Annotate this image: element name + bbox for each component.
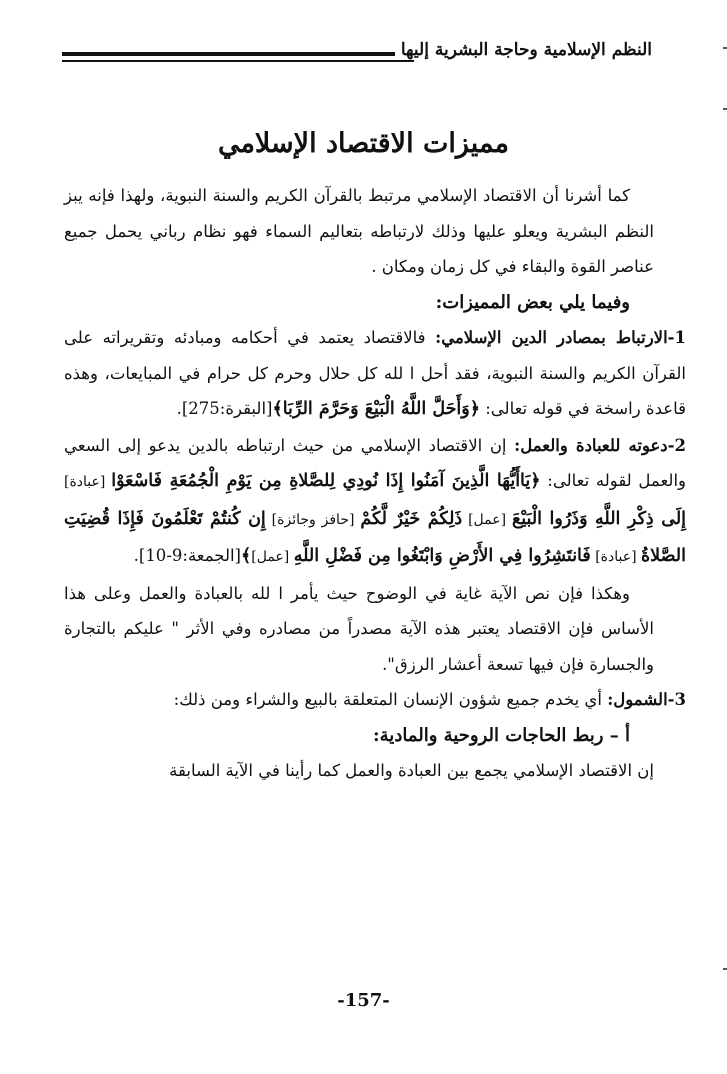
verse-ref-baqarah: [البقرة:275]. bbox=[176, 399, 273, 418]
item-3-label: 3-الشمول: bbox=[607, 690, 686, 709]
item-2-text: إن الاقتصاد الإسلامي من حيث ارتباطه بالدين يدعو إلى السعي والعمل لقوله تعالى: bbox=[64, 435, 687, 490]
scan-edge-mark bbox=[723, 108, 727, 110]
verse-tag-work: [عمل] bbox=[251, 549, 294, 565]
scan-edge-mark bbox=[723, 47, 727, 49]
chapter-title: مميزات الاقتصاد الإسلامي bbox=[217, 128, 510, 159]
lead-in: وفيما يلي بعض المميزات: bbox=[435, 291, 630, 313]
verse-jumuah-part-1: ﴿يَاأَيُّهَا الَّذِينَ آمَنُوا إِذَا نُودِي لِلصَّلاةِ مِن يَوْمِ الْجُمُعَةِ فَاسْعَوْا bbox=[111, 471, 541, 491]
item-3-text: أي يخدم جميع شؤون الإنسان المتعلقة بالبيع والشراء ومن ذلك: bbox=[173, 690, 608, 709]
verse-tag-incentive: [حافز وجائزة] bbox=[265, 511, 361, 528]
scan-edge-mark bbox=[723, 968, 727, 970]
verse-jumuah-part-3: ذَلِكُمْ خَيْرٌ لَّكُمْ bbox=[360, 508, 463, 529]
item-2 bbox=[64, 428, 686, 576]
header-title: النظم الإسلامية وحاجة البشرية إليها bbox=[395, 40, 652, 60]
page-number: -157- bbox=[337, 990, 390, 1011]
item-3-paragraph: إن الاقتصاد الإسلامي يجمع بين العبادة والعمل كما رأينا في الآية السابقة bbox=[169, 761, 654, 780]
verse-baqarah: ﴿وَأَحَلَّ اللَّهُ الْبَيْعَ وَحَرَّمَ الرِّبَا﴾ bbox=[272, 399, 480, 419]
item-2-commentary: وهكذا فإن نص الآية غاية في الوضوح حيث يأمر ا لله بالعبادة والعمل وعلى هذا الأساس فإن الاقتصاد يعتبر هذه الآية مصدراً من مصادره وفي الأثر " عليكم بالتجارة والجسارة فإن فيها تسعة أعشار الرزق". bbox=[64, 583, 654, 674]
header-rule-thick bbox=[62, 52, 414, 56]
item-3-subheading: أ – ربط الحاجات الروحية والمادية: bbox=[373, 724, 630, 746]
item-2-label: 2-دعوته للعبادة والعمل: bbox=[514, 435, 686, 455]
item-1-label: 1-الارتباط بمصادر الدين الإسلامي: bbox=[435, 328, 686, 347]
header-rule-thin bbox=[62, 60, 414, 62]
verse-jumuah-part-5: فَانتَشِرُوا فِي الأَرْضِ وَابْتَغُوا مِن فَضْلِ اللَّهِ bbox=[293, 546, 591, 566]
verse-jumuah-part-4: إِن كُنتُمْ تَعْلَمُونَ فَإِذَا قُضِيَتِ الصَّلاةُ bbox=[64, 508, 686, 566]
intro-paragraph: كما أشرنا أن الاقتصاد الإسلامي مرتبط بالقرآن الكريم والسنة النبوية، ولهذا فإنه يبز النظم البشرية ويعلو عليها وذلك لارتباطه بتعاليم السماء فهو نظام رباني يحمل جميع عناصر القوة والبقاء في كل زمان ومكان . bbox=[64, 186, 654, 276]
verse-tag-worship: [عبادة] bbox=[590, 549, 642, 565]
verse-jumuah-close: ﴾ bbox=[241, 546, 252, 566]
running-header bbox=[62, 38, 652, 68]
verse-ref-jumuah: [الجمعة:9-10]. bbox=[133, 546, 241, 565]
verse-tag-work: [عمل] bbox=[462, 511, 512, 528]
item-3 bbox=[64, 682, 686, 718]
item-1-text: فالاقتصاد يعتمد في أحكامه ومبادئه وتقريراته على القرآن الكريم والسنة النبوية، فقد أحل ا لله كل حلال وحرم كل حرام في المبايعات، وهذه قاعدة راسخة في قوله تعالى: bbox=[64, 328, 686, 418]
item-1 bbox=[64, 320, 686, 428]
body-text bbox=[64, 178, 687, 789]
verse-tag-worship: [عبادة] bbox=[64, 474, 112, 490]
verse-jumuah-part-2: إِلَى ذِكْرِ اللَّهِ وَذَرُوا الْبَيْعَ bbox=[511, 508, 687, 529]
